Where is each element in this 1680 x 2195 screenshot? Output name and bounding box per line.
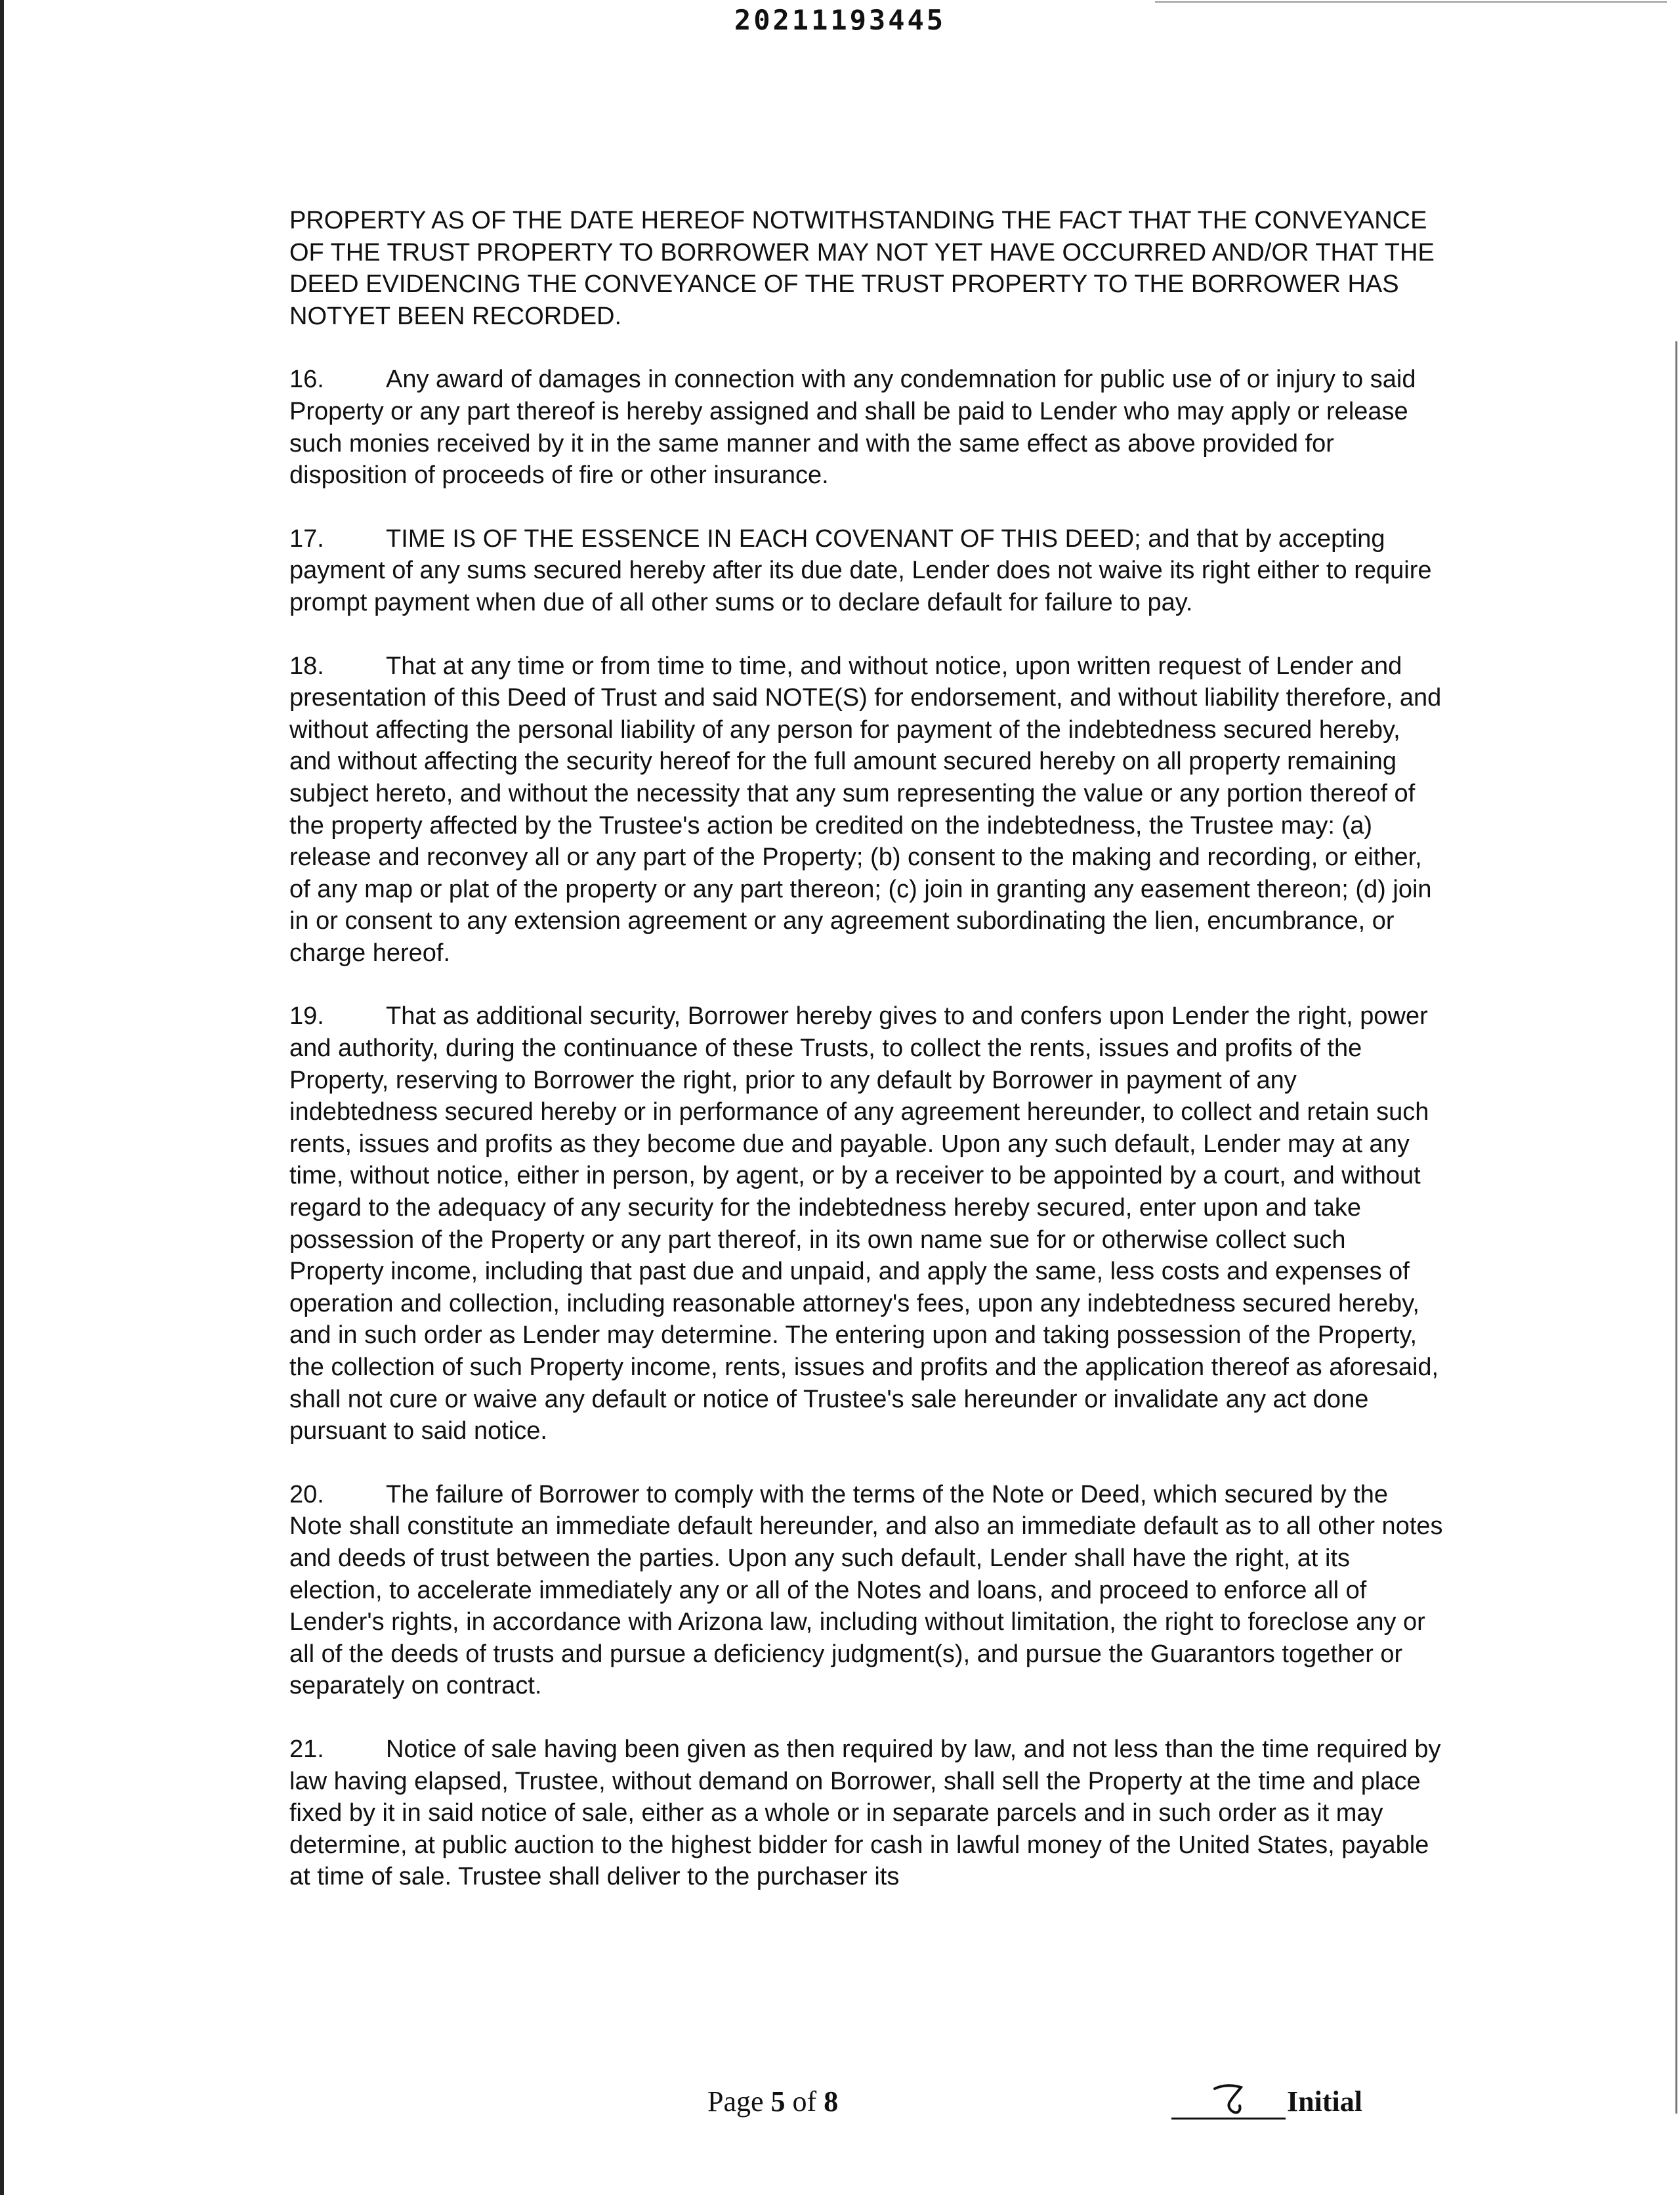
paragraph-16 bbox=[289, 364, 1444, 491]
paragraph-number: 19. bbox=[289, 1002, 324, 1031]
page-word: Page bbox=[707, 2085, 764, 2118]
page-total: 8 bbox=[824, 2085, 839, 2118]
paragraph-text: Notice of sale having been given as then required by law, and not less than the time required by law having elapsed, Trustee, without demand on Borrower, shall sell the Property at the time and place fixed by it in said notice of sale, either as a whole or in separate parcels and in such order as it may determine, at public auction to the highest bidder for cash in lawful money of the United States, payable at time of sale. Trustee shall deliver to the purchaser its bbox=[289, 1735, 1441, 1891]
page-of: of bbox=[792, 2085, 817, 2118]
document-body bbox=[289, 205, 1444, 1925]
paragraph-text: The failure of Borrower to comply with the terms of the Note or Deed, which secured by the Note shall constitute an immediate default hereunder, and also an immediate default as to all other notes and deeds of trust between the parties. Upon any such default, Lender shall have the right, at its election, to accelerate immediately any or all of the Notes and loans, and proceed to enforce all of Lender's rights, in accordance with Arizona law, including without limitation, the right to foreclose any or all of the deeds of trusts and pursue a deficiency judgment(s), and pursue the Guarantors together or separately on contract. bbox=[289, 1480, 1443, 1700]
paragraph-19 bbox=[289, 1000, 1444, 1447]
page-number bbox=[707, 2085, 838, 2118]
page-current: 5 bbox=[770, 2085, 786, 2118]
scan-edge bbox=[1155, 1, 1667, 3]
paragraph-21 bbox=[289, 1734, 1444, 1893]
paragraph-18 bbox=[289, 650, 1444, 970]
continuation-paragraph: PROPERTY AS OF THE DATE HEREOF NOTWITHSTANDING THE FACT THAT THE CONVEYANCE OF THE TRUST PROPERTY TO BORROWER MAY NOT YET HAVE OCCURRED AND/OR THAT THE DEED EVIDENCING THE CONVEYANCE OF THE TRUST PROPERTY TO THE BORROWER HAS NOTYET BEEN RECORDED. bbox=[289, 207, 1435, 330]
paragraph-number: 16. bbox=[289, 366, 324, 394]
paragraph-text: Any award of damages in connection with any condemnation for public use of or injury to said Property or any part thereof is hereby assigned and shall be paid to Lender who may apply or release such monies received by it in the same manner and with the same effect as above provided for disposition of proceeds of fire or other insurance. bbox=[289, 366, 1416, 490]
paragraph-20 bbox=[289, 1479, 1444, 1702]
paragraph-number: 21. bbox=[289, 1735, 324, 1763]
recording-number: 20211193445 bbox=[734, 4, 946, 36]
paragraph-number: 18. bbox=[289, 652, 324, 680]
paragraph-text: TIME IS OF THE ESSENCE IN EACH COVENANT OF THIS DEED; and that by accepting payment of any sums secured hereby after its due date, Lender does not waive its right either to require prompt payment when due of all other sums or to declare default for failure to pay. bbox=[289, 524, 1432, 616]
paragraph-number: 20. bbox=[289, 1480, 324, 1508]
scan-edge bbox=[1675, 341, 1677, 2114]
paragraph-text: That as additional security, Borrower hereby gives to and confers upon Lender the right, power and authority, during the continuance of these Trusts, to collect the rents, issues and profits of the Property, reserving to Borrower the right, prior to any default by Borrower in payment of any indebtedness secured hereby or in performance of any agreement hereunder, to collect and retain such rents, issues and profits as they become due and payable. Upon any such default, Lender may at any time, without notice, either in person, by agent, or by a receiver to be appointed by a court, and without regard to the adequacy of any security for the indebtedness hereby secured, enter upon and take possession of the Property or any part thereof, in its own name sue for or otherwise collect such Property income, including that past due and unpaid, and apply the same, less costs and expenses of operation and collection, including reasonable attorney's fees, upon any indebtedness secured hereby, and in such order as Lender may determine. The entering upon and taking possession of the Property, the collection of such Property income, rents, issues and profits and the application thereof as aforesaid, shall not cure or waive any default or notice of Trustee's sale hereunder or invalidate any act done pursuant to said notice. bbox=[289, 1002, 1439, 1445]
paragraph-17 bbox=[289, 523, 1444, 619]
initial-label: Initial bbox=[1287, 2085, 1362, 2118]
scan-edge bbox=[0, 0, 4, 2195]
paragraph-text: That at any time or from time to time, and without notice, upon written request of Lender and presentation of this Deed of Trust and said NOTE(S) for endorsement, and without liability therefore, and without affecting the personal liability of any person for payment of the indebtedness secured hereby, and without affecting the security hereof for the full amount secured hereby on all property remaining subject hereto, and without the necessity that any sum representing the value or any portion thereof of the property affected by the Trustee's action be credited on the indebtedness, the Trustee may: (a) release and reconvey all or any part of the Property; (b) consent to the making and recording, or either, of any map or plat of the property or any part thereon; (c) join in granting any easement thereon; (d) join in or consent to any extension agreement or any agreement subordinating the lien, encumbrance, or charge hereof. bbox=[289, 652, 1442, 967]
paragraph-number: 17. bbox=[289, 524, 324, 553]
initial-block bbox=[1171, 2085, 1381, 2124]
handwritten-initial-mark bbox=[1211, 2082, 1257, 2120]
